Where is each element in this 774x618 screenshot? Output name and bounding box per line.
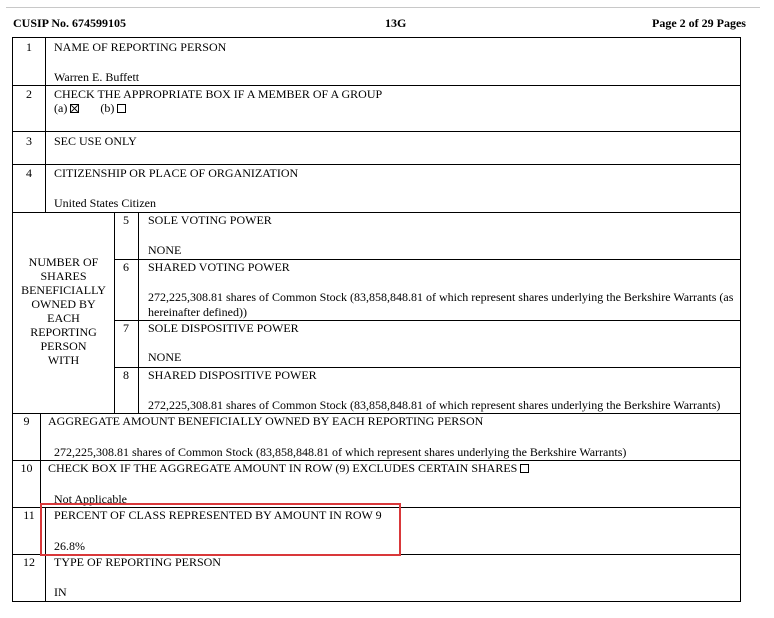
- row-2-number: 2: [26, 87, 32, 101]
- row-6-number: 6: [123, 260, 129, 274]
- row-5-title: SOLE VOTING POWER: [148, 213, 272, 227]
- shared-dispositive-value: 272,225,308.81 shares of Common Stock (83,858,848.81 of which represent shares underlying the Berkshire Warrants): [148, 398, 721, 412]
- shares-owned-label: [13, 255, 114, 367]
- left-label-line: REPORTING: [30, 325, 97, 339]
- column-divider: [138, 212, 139, 413]
- row-8-number: 8: [123, 368, 129, 382]
- top-rule: [6, 7, 760, 8]
- percent-of-class-value: 26.8%: [54, 539, 85, 553]
- row-divider: [45, 37, 46, 85]
- form-type: 13G: [385, 16, 407, 30]
- left-label-line: PERSON: [40, 339, 87, 353]
- row-border: [12, 164, 741, 165]
- row-7-number: 7: [123, 321, 129, 335]
- row-9-number: 9: [23, 414, 30, 428]
- excludes-shares-checkbox[interactable]: [520, 464, 529, 473]
- reporting-person-name: Warren E. Buffett: [54, 70, 140, 84]
- row-divider: [40, 413, 41, 460]
- row-10-number: 10: [20, 461, 33, 475]
- row-4-number: 4: [26, 166, 32, 180]
- checkbox-b[interactable]: [117, 104, 126, 113]
- row-12-title: TYPE OF REPORTING PERSON: [54, 555, 221, 569]
- citizenship-value: United States Citizen: [54, 196, 156, 210]
- row-3-title: SEC USE ONLY: [54, 134, 137, 148]
- row-7-title: SOLE DISPOSITIVE POWER: [148, 321, 299, 335]
- sole-dispositive-value: NONE: [148, 350, 182, 364]
- row-border: [12, 85, 741, 86]
- highlight-box: [40, 503, 401, 556]
- row-divider: [45, 85, 46, 131]
- row-divider: [45, 554, 46, 602]
- group-checkboxes: [54, 101, 126, 116]
- left-label-line: OWNED BY: [31, 297, 96, 311]
- page-indicator: Page 2 of 29 Pages: [652, 16, 746, 30]
- checked-box-a[interactable]: [70, 104, 79, 113]
- row-2-title: CHECK THE APPROPRIATE BOX IF A MEMBER OF A GROUP: [54, 87, 383, 101]
- left-label-line: BENEFICIALLY: [21, 283, 106, 297]
- excludes-shares-value: Not Applicable: [54, 492, 127, 506]
- row-10-title-line: [48, 461, 529, 476]
- row-9-title: AGGREGATE AMOUNT BENEFICIALLY OWNED BY EACH REPORTING PERSON: [48, 414, 484, 428]
- row-1-title: NAME OF REPORTING PERSON: [54, 40, 227, 54]
- row-divider: [45, 131, 46, 164]
- option-b-label: (b): [100, 101, 115, 115]
- row-5-number: 5: [123, 213, 129, 227]
- row-11-title: PERCENT OF CLASS REPRESENTED BY AMOUNT IN ROW 9: [54, 508, 382, 522]
- row-divider: [45, 164, 46, 212]
- reporting-person-type-value: IN: [54, 585, 67, 599]
- row-3-number: 3: [26, 134, 32, 148]
- row-10-title: CHECK BOX IF THE AGGREGATE AMOUNT IN ROW (9) EXCLUDES CERTAIN SHARES: [48, 461, 518, 475]
- row-11-number: 11: [23, 508, 35, 522]
- option-a-label: (a): [54, 101, 68, 115]
- row-4-title: CITIZENSHIP OR PLACE OF ORGANIZATION: [54, 166, 299, 180]
- row-divider: [40, 460, 41, 507]
- row-6-title: SHARED VOTING POWER: [148, 260, 290, 274]
- sole-voting-value: NONE: [148, 243, 182, 257]
- cusip-number: CUSIP No. 674599105: [13, 16, 127, 30]
- row-border: [12, 131, 741, 132]
- left-label-line: EACH: [47, 311, 80, 325]
- left-label-line: NUMBER OF: [28, 255, 99, 269]
- shared-voting-value: 272,225,308.81 shares of Common Stock (83,858,848.81 of which represent shares underlying the Berkshire Warrants (as hereinafter defined)): [148, 290, 734, 319]
- row-12-number: 12: [23, 555, 35, 569]
- row-1-number: 1: [26, 40, 32, 54]
- left-label-line: WITH: [47, 353, 80, 367]
- aggregate-amount-value: 272,225,308.81 shares of Common Stock (83,858,848.81 of which represent shares underlying the Berkshire Warrants): [54, 445, 627, 459]
- left-label-line: SHARES: [40, 269, 87, 283]
- row-8-title: SHARED DISPOSITIVE POWER: [148, 368, 317, 382]
